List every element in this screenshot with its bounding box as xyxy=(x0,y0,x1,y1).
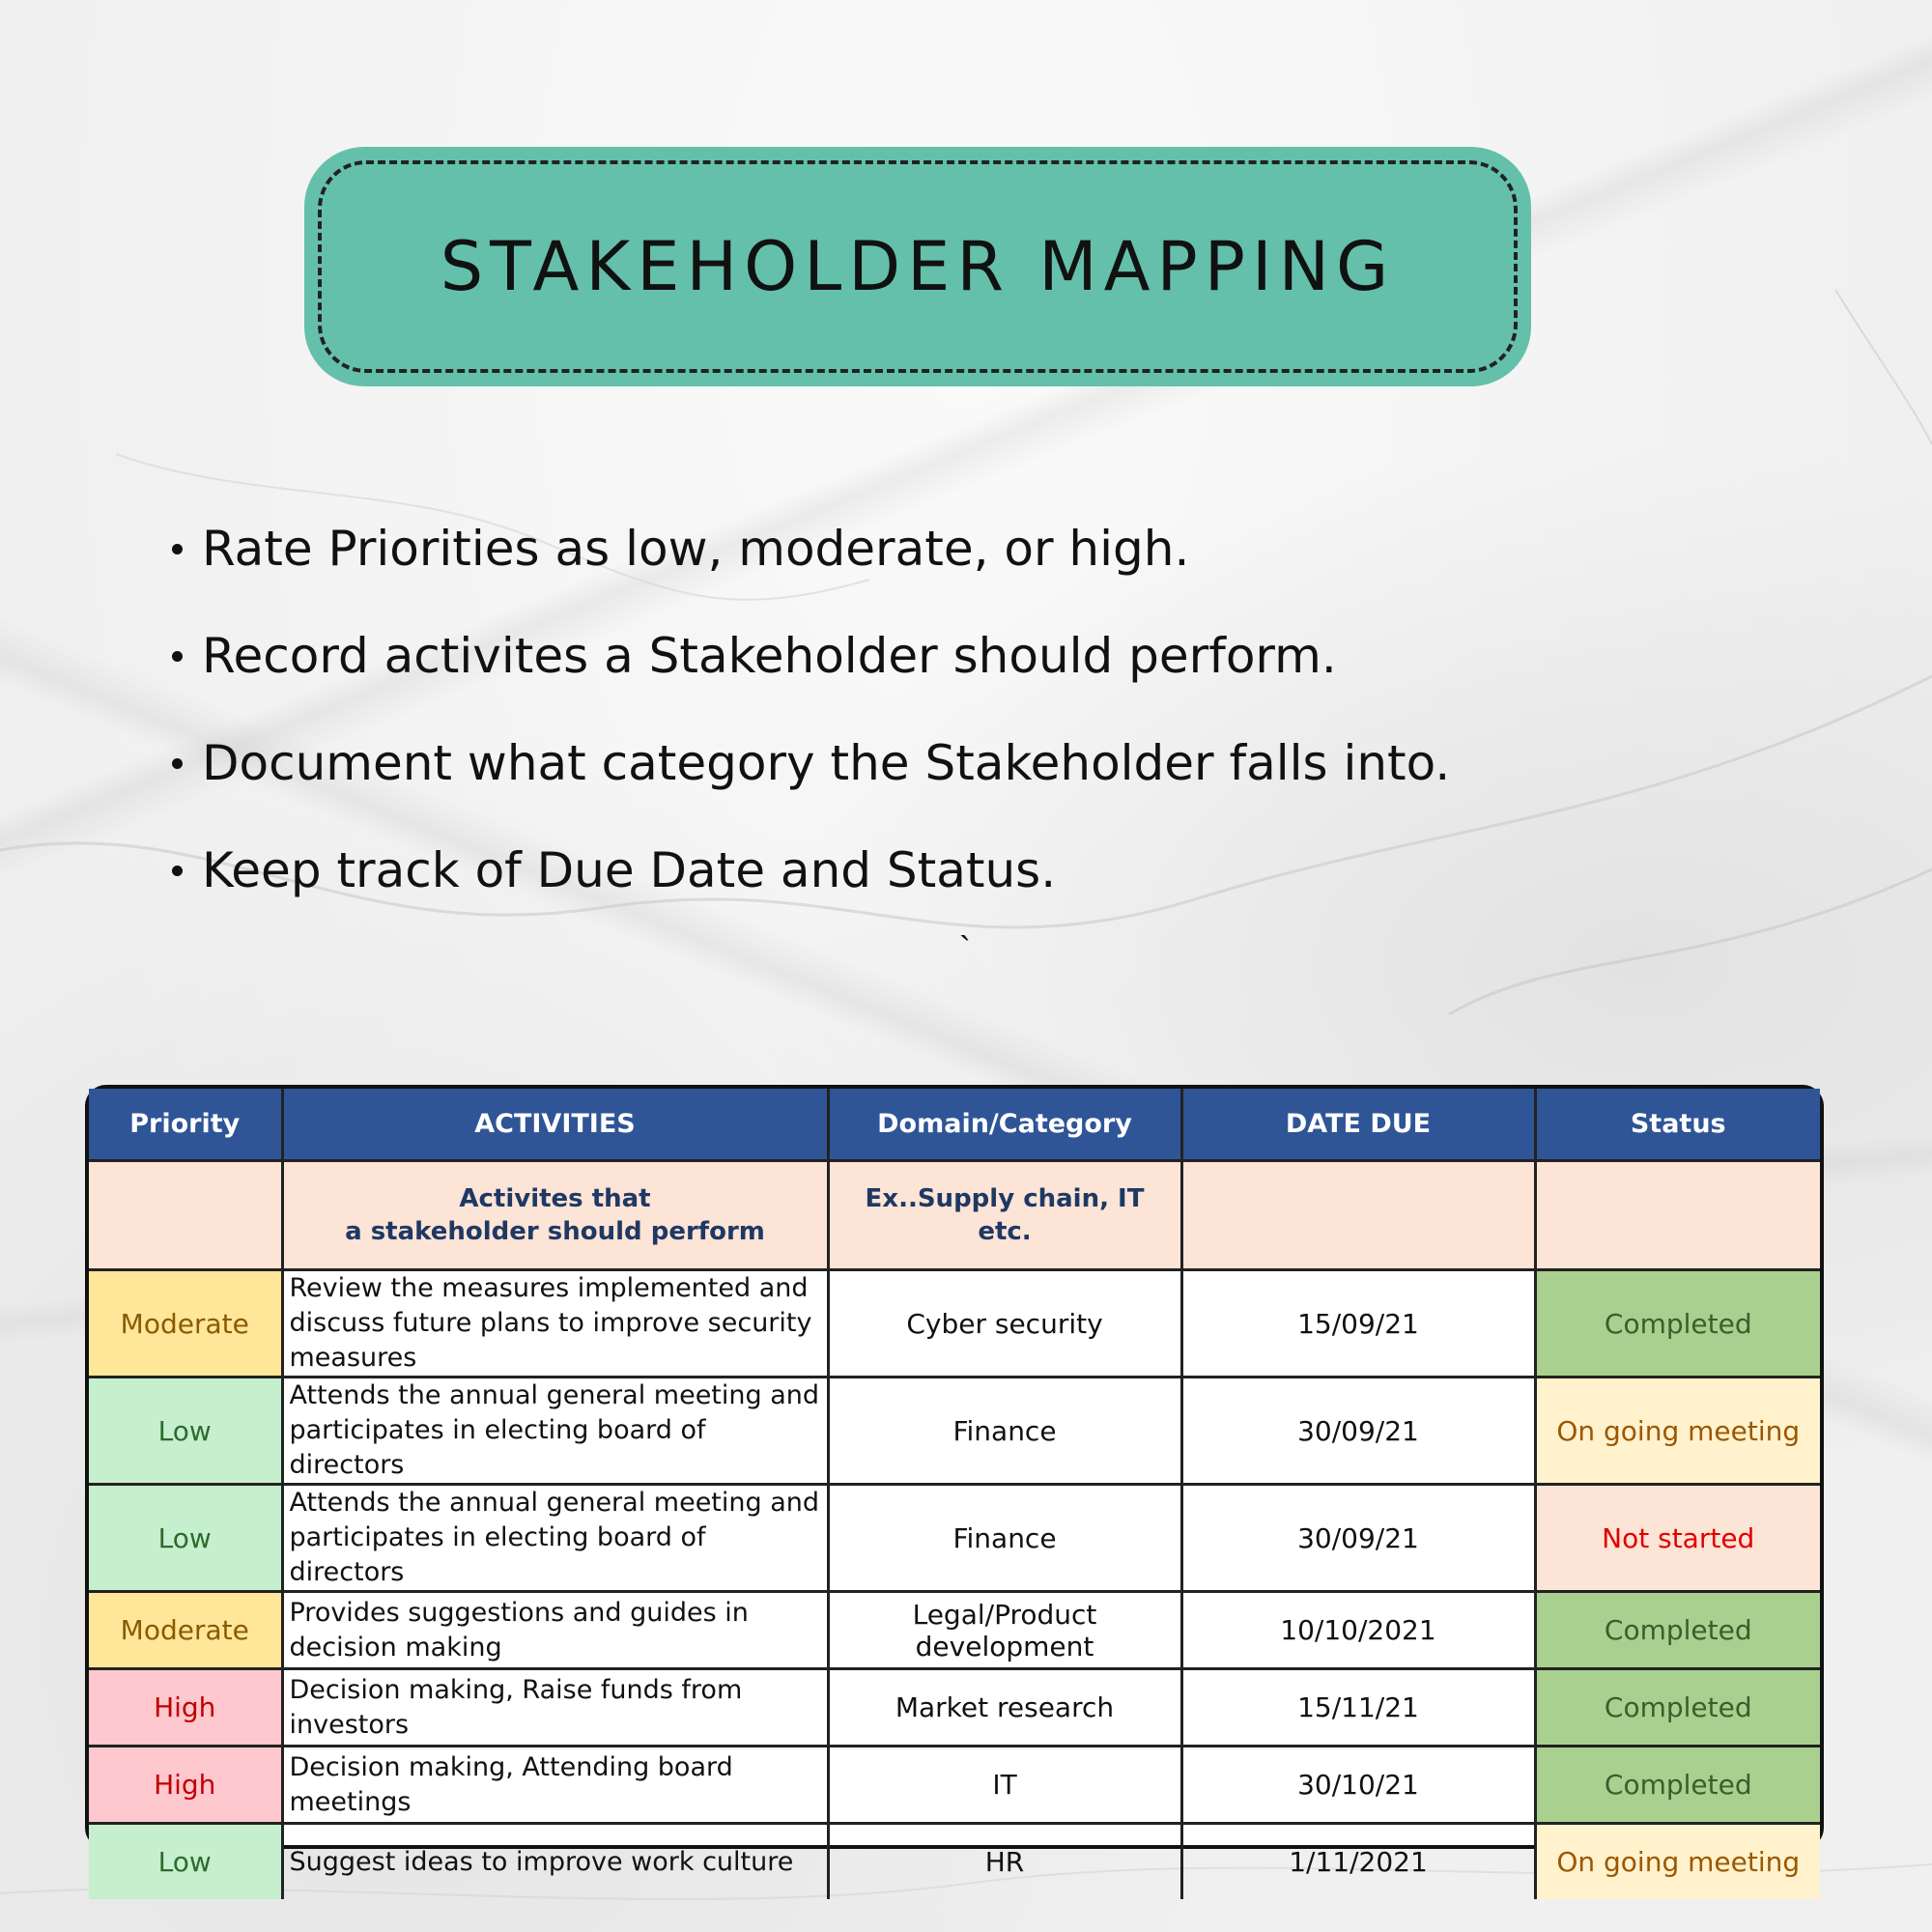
table-row xyxy=(89,1270,1820,1378)
table-row xyxy=(89,1485,1820,1592)
header-date-due: DATE DUE xyxy=(1181,1089,1535,1161)
instruction-text: Document what category the Stakeholder falls into. xyxy=(202,735,1451,791)
date-due-cell[interactable]: 30/10/21 xyxy=(1181,1747,1535,1824)
status-cell[interactable]: Completed xyxy=(1535,1747,1820,1824)
activity-cell[interactable]: Attends the annual general meeting and participates in electing board of directors xyxy=(282,1485,828,1592)
date-due-cell[interactable]: 30/09/21 xyxy=(1181,1485,1535,1592)
date-due-cell[interactable]: 10/10/2021 xyxy=(1181,1592,1535,1669)
header-activities: ACTIVITIES xyxy=(282,1089,828,1161)
header-status: Status xyxy=(1535,1089,1820,1161)
instruction-text: Keep track of Due Date and Status. xyxy=(202,842,1057,898)
domain-cell[interactable]: Finance xyxy=(828,1378,1181,1485)
status-cell[interactable]: On going meeting xyxy=(1535,1824,1820,1900)
table-row xyxy=(89,1669,1820,1747)
instruction-text: Record activites a Stakeholder should perform. xyxy=(202,628,1337,684)
priority-cell[interactable]: Low xyxy=(89,1485,282,1592)
bullet-icon xyxy=(172,758,183,769)
priority-cell[interactable]: High xyxy=(89,1747,282,1824)
domain-cell[interactable]: IT xyxy=(828,1747,1181,1824)
domain-cell[interactable]: Legal/Product development xyxy=(828,1592,1181,1669)
hint-domain-cell[interactable]: Ex..Supply chain, IT etc. xyxy=(828,1161,1181,1270)
instruction-item xyxy=(172,619,1450,726)
hint-priority-cell[interactable] xyxy=(89,1161,282,1270)
activity-cell[interactable]: Decision making, Attending board meetings xyxy=(282,1747,828,1824)
bullet-icon xyxy=(172,544,183,554)
hint-activities-cell[interactable]: Activites that a stakeholder should perform xyxy=(282,1161,828,1270)
priority-cell[interactable]: High xyxy=(89,1669,282,1747)
priority-cell[interactable]: Moderate xyxy=(89,1592,282,1669)
status-cell[interactable]: Completed xyxy=(1535,1592,1820,1669)
date-due-cell[interactable]: 15/11/21 xyxy=(1181,1669,1535,1747)
activity-cell[interactable]: Provides suggestions and guides in decision making xyxy=(282,1592,828,1669)
table-hint-row xyxy=(89,1161,1820,1270)
priority-cell[interactable]: Moderate xyxy=(89,1270,282,1378)
instruction-list xyxy=(172,512,1450,941)
domain-cell[interactable]: HR xyxy=(828,1824,1181,1900)
instruction-item xyxy=(172,834,1450,941)
instruction-item xyxy=(172,512,1450,619)
status-cell[interactable]: Completed xyxy=(1535,1270,1820,1378)
status-cell[interactable]: Not started xyxy=(1535,1485,1820,1592)
stakeholder-table-container xyxy=(85,1085,1824,1878)
table-row xyxy=(89,1592,1820,1669)
domain-cell[interactable]: Finance xyxy=(828,1485,1181,1592)
date-due-cell[interactable]: 30/09/21 xyxy=(1181,1378,1535,1485)
hint-date-cell[interactable] xyxy=(1181,1161,1535,1270)
activity-cell[interactable]: Attends the annual general meeting and participates in electing board of directors xyxy=(282,1378,828,1485)
activity-cell[interactable]: Decision making, Raise funds from investors xyxy=(282,1669,828,1747)
header-priority: Priority xyxy=(89,1089,282,1161)
bullet-icon xyxy=(172,866,183,876)
header-domain: Domain/Category xyxy=(828,1089,1181,1161)
table-header-row xyxy=(89,1089,1820,1161)
hint-status-cell[interactable] xyxy=(1535,1161,1820,1270)
stakeholder-table xyxy=(89,1089,1820,1899)
instruction-item xyxy=(172,726,1450,834)
table-row xyxy=(89,1824,1820,1900)
status-cell[interactable]: Completed xyxy=(1535,1669,1820,1747)
status-cell[interactable]: On going meeting xyxy=(1535,1378,1820,1485)
date-due-cell[interactable]: 15/09/21 xyxy=(1181,1270,1535,1378)
date-due-cell[interactable]: 1/11/2021 xyxy=(1181,1824,1535,1900)
priority-cell[interactable]: Low xyxy=(89,1824,282,1900)
domain-cell[interactable]: Cyber security xyxy=(828,1270,1181,1378)
instruction-text: Rate Priorities as low, moderate, or high. xyxy=(202,521,1190,577)
activity-cell[interactable]: Review the measures implemented and discuss future plans to improve security measures xyxy=(282,1270,828,1378)
title-badge xyxy=(304,147,1531,386)
activity-cell[interactable]: Suggest ideas to improve work culture xyxy=(282,1824,828,1900)
bullet-icon xyxy=(172,651,183,662)
table-row xyxy=(89,1747,1820,1824)
table-row xyxy=(89,1378,1820,1485)
priority-cell[interactable]: Low xyxy=(89,1378,282,1485)
page-title: STAKEHOLDER MAPPING xyxy=(440,227,1396,306)
stray-mark: ` xyxy=(959,929,971,969)
domain-cell[interactable]: Market research xyxy=(828,1669,1181,1747)
